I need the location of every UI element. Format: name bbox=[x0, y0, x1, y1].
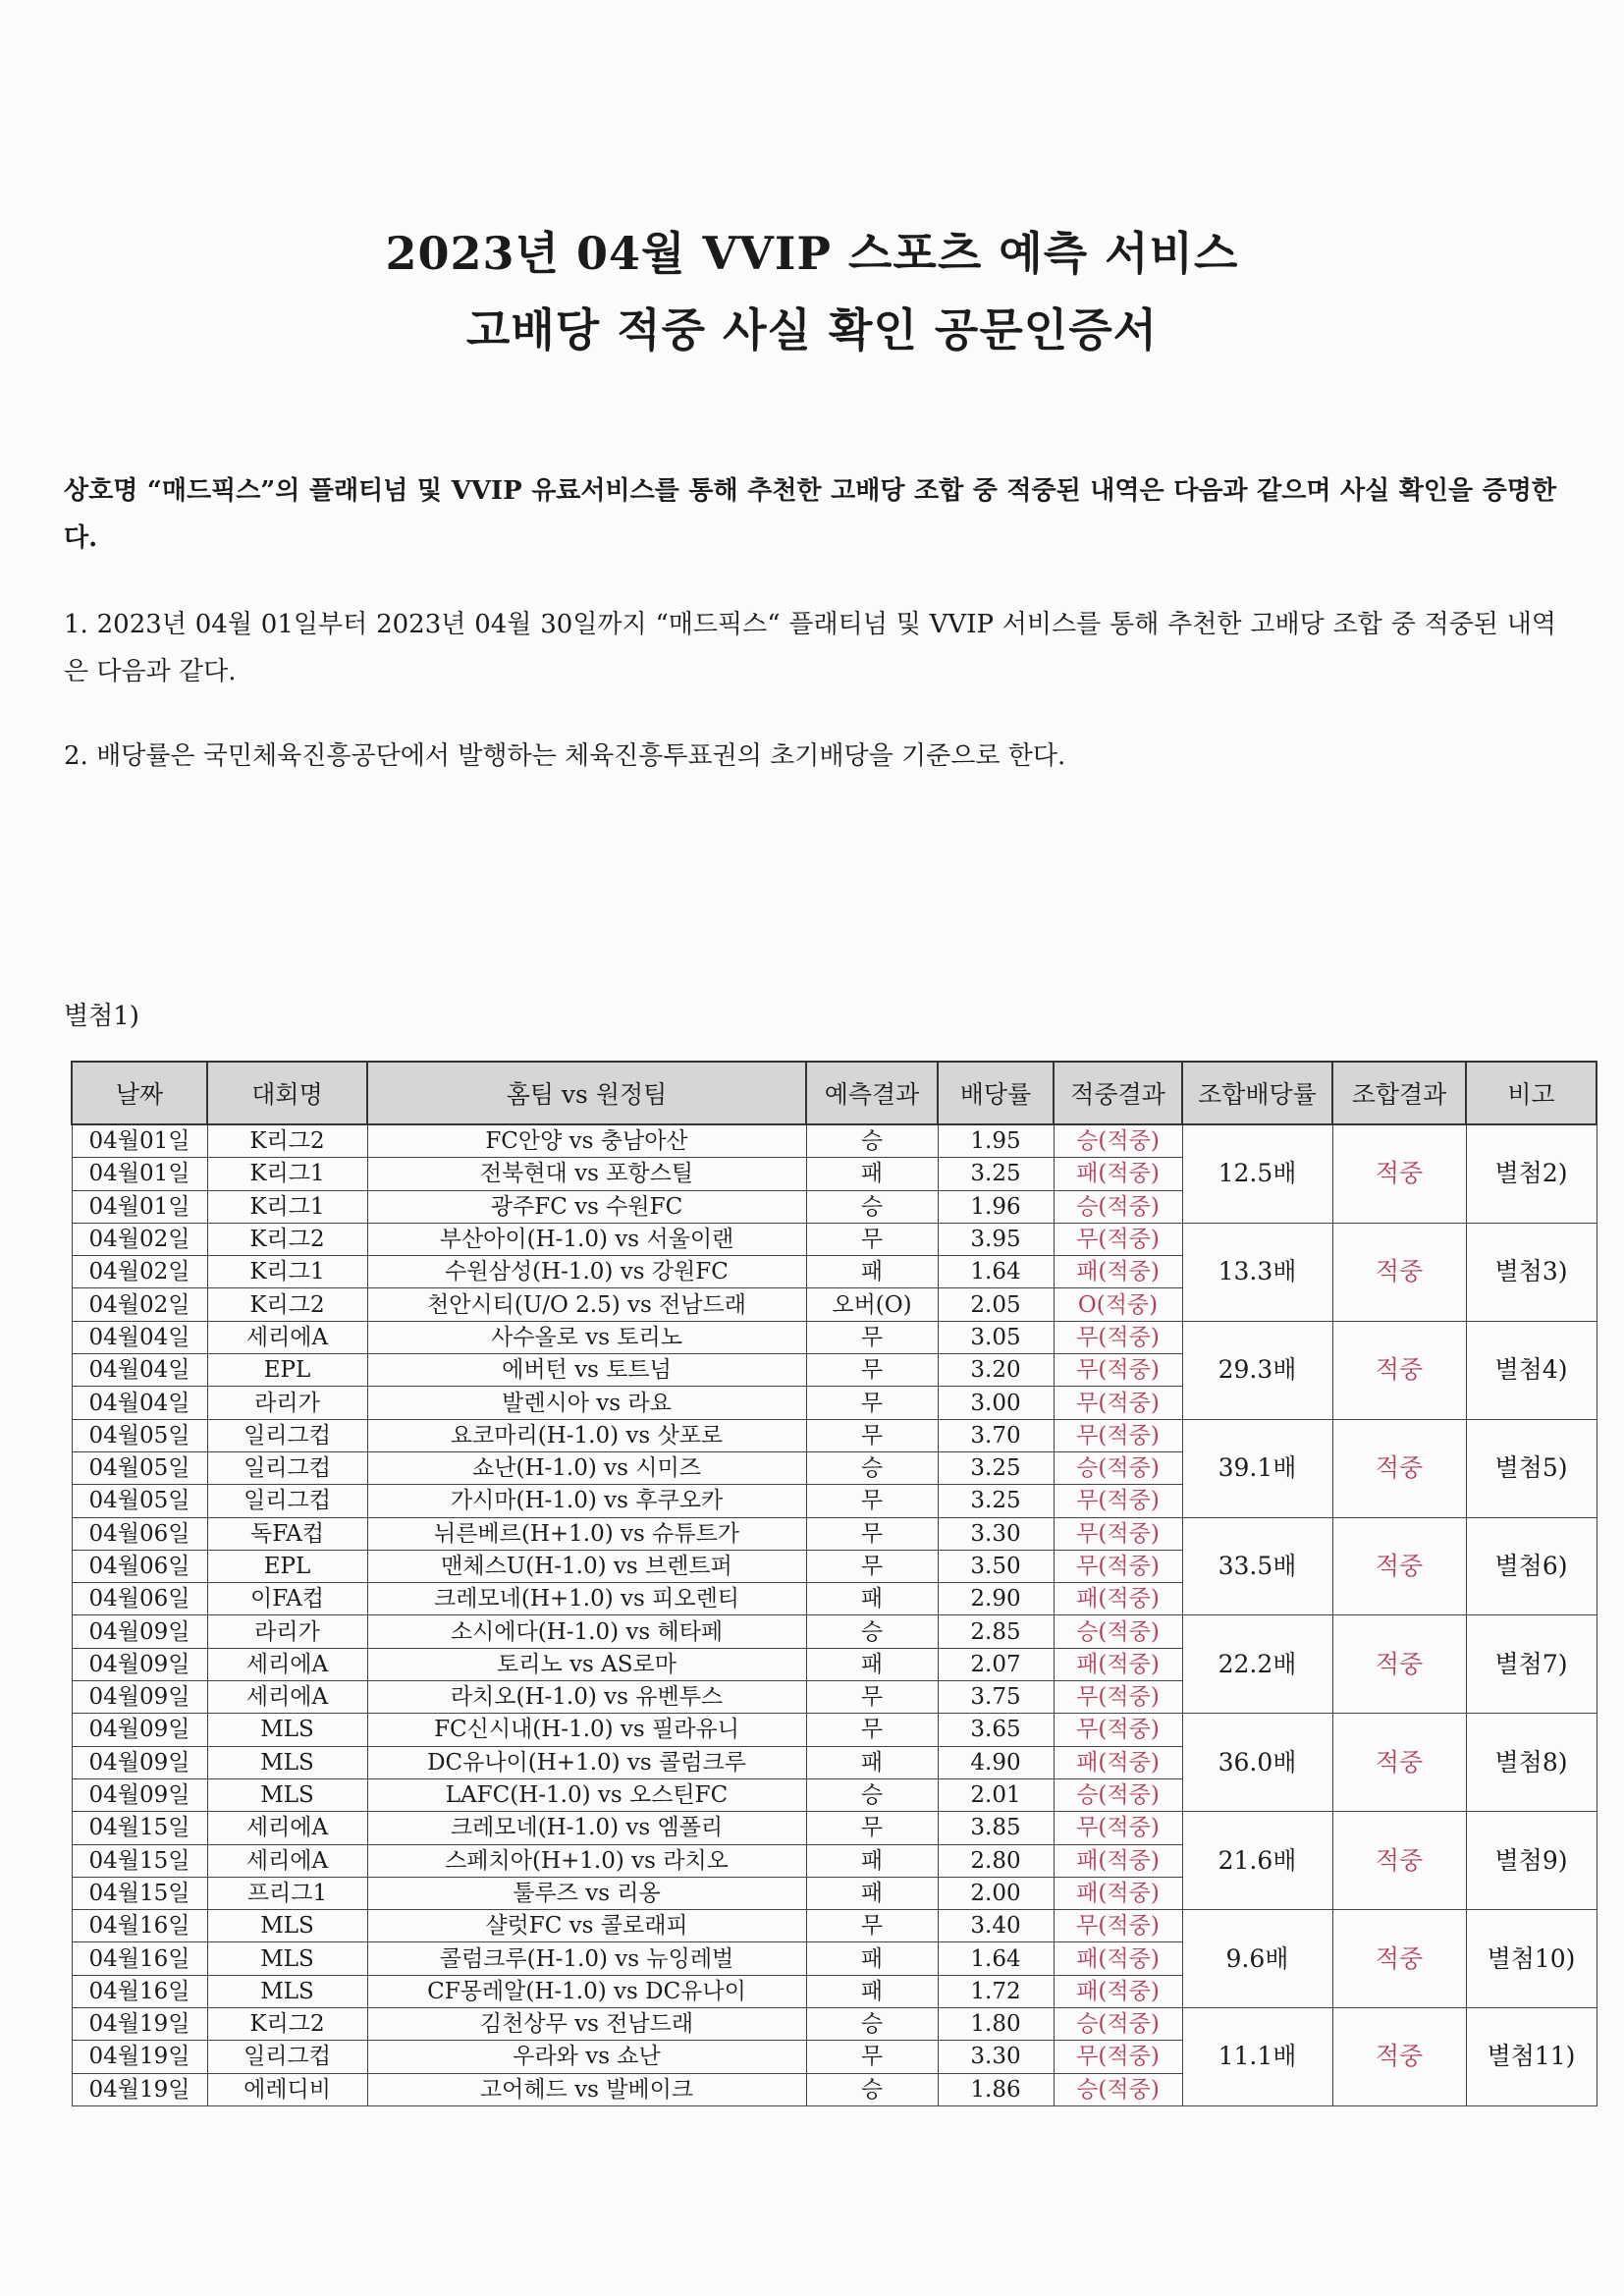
result-cell: 승(적중) bbox=[1054, 1615, 1182, 1648]
date-cell: 04월01일 bbox=[72, 1158, 207, 1190]
odds-cell: 3.75 bbox=[938, 1681, 1054, 1714]
odds-cell: 3.95 bbox=[938, 1223, 1054, 1255]
result-cell: 무(적중) bbox=[1054, 1550, 1182, 1582]
document-title-line1: 2023년 04월 VVIP 스포츠 예측 서비스 bbox=[385, 227, 1239, 280]
match-cell: CF몽레알(H-1.0) vs DC유나이 bbox=[367, 1975, 806, 2007]
prediction-cell: 패 bbox=[806, 1844, 938, 1877]
combo-result-cell: 적중 bbox=[1332, 1714, 1466, 1812]
league-cell: MLS bbox=[207, 1746, 367, 1778]
odds-cell: 3.70 bbox=[938, 1419, 1054, 1451]
item-1-paragraph: 1. 2023년 04월 01일부터 2023년 04월 30일까지 “매드픽스“ 플래티넘 및 VVIP 서비스를 통해 추천한 고배당 조합 중 적중된 내역은 다음과 같다. bbox=[64, 610, 1556, 686]
match-cell: 요코마리(H-1.0) vs 삿포로 bbox=[367, 1419, 806, 1451]
note-cell: 별첨5) bbox=[1466, 1419, 1597, 1517]
odds-cell: 2.01 bbox=[938, 1778, 1054, 1811]
league-cell: EPL bbox=[207, 1354, 367, 1387]
prediction-cell: 승 bbox=[806, 1778, 938, 1811]
header-hit-result: 적중결과 bbox=[1054, 1062, 1182, 1124]
odds-cell: 1.64 bbox=[938, 1942, 1054, 1975]
match-cell: 전북현대 vs 포항스틸 bbox=[367, 1158, 806, 1190]
combo-odds-cell: 36.0배 bbox=[1182, 1714, 1332, 1812]
prediction-cell: 무 bbox=[806, 1223, 938, 1255]
prediction-cell: 승 bbox=[806, 2008, 938, 2041]
header-match: 홈팀 vs 원정팀 bbox=[367, 1062, 806, 1124]
odds-cell: 3.30 bbox=[938, 2041, 1054, 2073]
match-cell: 에버턴 vs 토트넘 bbox=[367, 1354, 806, 1387]
note-cell: 별첨11) bbox=[1466, 2008, 1597, 2106]
league-cell: 세리에A bbox=[207, 1648, 367, 1680]
prediction-cell: 패 bbox=[806, 1975, 938, 2007]
note-cell: 별첨6) bbox=[1466, 1517, 1597, 1615]
note-cell: 별첨7) bbox=[1466, 1615, 1597, 1714]
date-cell: 04월05일 bbox=[72, 1451, 207, 1484]
odds-cell: 2.80 bbox=[938, 1844, 1054, 1877]
match-cell: 라치오(H-1.0) vs 유벤투스 bbox=[367, 1681, 806, 1714]
league-cell: 일리그컵 bbox=[207, 1485, 367, 1517]
prediction-cell: 패 bbox=[806, 1648, 938, 1680]
result-cell: 패(적중) bbox=[1054, 1158, 1182, 1190]
league-cell: K리그2 bbox=[207, 1124, 367, 1158]
result-cell: 무(적중) bbox=[1054, 1910, 1182, 1942]
date-cell: 04월01일 bbox=[72, 1190, 207, 1223]
result-cell: 무(적중) bbox=[1054, 1714, 1182, 1746]
date-cell: 04월06일 bbox=[72, 1550, 207, 1582]
league-cell: K리그2 bbox=[207, 1223, 367, 1255]
combo-result-cell: 적중 bbox=[1332, 1223, 1466, 1321]
combo-result-cell: 적중 bbox=[1332, 2008, 1466, 2106]
table-row bbox=[72, 1615, 1597, 1648]
combo-result-cell: 적중 bbox=[1332, 1321, 1466, 1419]
date-cell: 04월16일 bbox=[72, 1910, 207, 1942]
league-cell: 세리에A bbox=[207, 1681, 367, 1714]
date-cell: 04월02일 bbox=[72, 1256, 207, 1288]
match-cell: 가시마(H-1.0) vs 후쿠오카 bbox=[367, 1485, 806, 1517]
item-2-paragraph: 2. 배당률은 국민체육진흥공단에서 발행하는 체육진흥투표권의 초기배당을 기준으로 한다. bbox=[64, 741, 1066, 771]
league-cell: 세리에A bbox=[207, 1844, 367, 1877]
result-cell: 승(적중) bbox=[1054, 2073, 1182, 2105]
result-cell: 무(적중) bbox=[1054, 1223, 1182, 1255]
prediction-cell: 패 bbox=[806, 1583, 938, 1615]
league-cell: 세리에A bbox=[207, 1321, 367, 1353]
match-cell: 맨체스U(H-1.0) vs 브렌트퍼 bbox=[367, 1550, 806, 1582]
prediction-cell: 무 bbox=[806, 1714, 938, 1746]
result-cell: 패(적중) bbox=[1054, 1746, 1182, 1778]
date-cell: 04월19일 bbox=[72, 2041, 207, 2073]
prediction-cell: 무 bbox=[806, 2041, 938, 2073]
prediction-cell: 무 bbox=[806, 1419, 938, 1451]
prediction-cell: 무 bbox=[806, 1387, 938, 1419]
match-cell: LAFC(H-1.0) vs 오스틴FC bbox=[367, 1778, 806, 1811]
odds-cell: 3.05 bbox=[938, 1321, 1054, 1353]
match-cell: 소시에다(H-1.0) vs 헤타페 bbox=[367, 1615, 806, 1648]
date-cell: 04월04일 bbox=[72, 1354, 207, 1387]
combo-odds-cell: 13.3배 bbox=[1182, 1223, 1332, 1321]
match-cell: 김천상무 vs 전남드래 bbox=[367, 2008, 806, 2041]
document-title-line2: 고배당 적중 사실 확인 공문인증서 bbox=[465, 303, 1159, 356]
match-cell: 발렌시아 vs 라요 bbox=[367, 1387, 806, 1419]
result-cell: 패(적중) bbox=[1054, 1975, 1182, 2007]
match-cell: 샬럿FC vs 콜로래피 bbox=[367, 1910, 806, 1942]
odds-cell: 3.65 bbox=[938, 1714, 1054, 1746]
odds-cell: 2.00 bbox=[938, 1877, 1054, 1909]
intro-paragraph: 상호명 “매드픽스”의 플래티넘 및 VVIP 유료서비스를 통해 추천한 고배당 조합 중 적중된 내역은 다음과 같으며 사실 확인을 증명한다. bbox=[64, 476, 1556, 553]
date-cell: 04월06일 bbox=[72, 1583, 207, 1615]
combo-result-cell: 적중 bbox=[1332, 1910, 1466, 2008]
odds-cell: 2.07 bbox=[938, 1648, 1054, 1680]
prediction-cell: 무 bbox=[806, 1910, 938, 1942]
date-cell: 04월09일 bbox=[72, 1681, 207, 1714]
match-cell: 크레모네(H+1.0) vs 피오렌티 bbox=[367, 1583, 806, 1615]
combo-odds-cell: 29.3배 bbox=[1182, 1321, 1332, 1419]
prediction-cell: 무 bbox=[806, 1321, 938, 1353]
result-cell: 승(적중) bbox=[1054, 1451, 1182, 1484]
match-cell: 툴루즈 vs 리옹 bbox=[367, 1877, 806, 1909]
prediction-cell: 패 bbox=[806, 1942, 938, 1975]
league-cell: 라리가 bbox=[207, 1387, 367, 1419]
combo-odds-cell: 21.6배 bbox=[1182, 1812, 1332, 1910]
date-cell: 04월04일 bbox=[72, 1387, 207, 1419]
result-cell: 패(적중) bbox=[1054, 1583, 1182, 1615]
league-cell: EPL bbox=[207, 1550, 367, 1582]
prediction-cell: 패 bbox=[806, 1877, 938, 1909]
result-cell: 승(적중) bbox=[1054, 1190, 1182, 1223]
combo-result-cell: 적중 bbox=[1332, 1812, 1466, 1910]
prediction-cell: 승 bbox=[806, 1615, 938, 1648]
table-row bbox=[72, 1223, 1597, 1255]
match-cell: 광주FC vs 수원FC bbox=[367, 1190, 806, 1223]
table-header-row bbox=[72, 1062, 1597, 1124]
combo-odds-cell: 39.1배 bbox=[1182, 1419, 1332, 1517]
date-cell: 04월09일 bbox=[72, 1648, 207, 1680]
prediction-cell: 무 bbox=[806, 1681, 938, 1714]
result-cell: 무(적중) bbox=[1054, 1681, 1182, 1714]
prediction-cell: 무 bbox=[806, 1812, 938, 1844]
match-cell: 부산아이(H-1.0) vs 서울이랜 bbox=[367, 1223, 806, 1255]
date-cell: 04월01일 bbox=[72, 1124, 207, 1158]
combo-result-cell: 적중 bbox=[1332, 1615, 1466, 1714]
match-cell: 스페치아(H+1.0) vs 라치오 bbox=[367, 1844, 806, 1877]
league-cell: K리그1 bbox=[207, 1190, 367, 1223]
note-cell: 별첨4) bbox=[1466, 1321, 1597, 1419]
league-cell: 세리에A bbox=[207, 1812, 367, 1844]
result-cell: 무(적중) bbox=[1054, 1419, 1182, 1451]
combo-odds-cell: 12.5배 bbox=[1182, 1124, 1332, 1223]
table-row bbox=[72, 2008, 1597, 2041]
table-row bbox=[72, 1714, 1597, 1746]
league-cell: MLS bbox=[207, 1942, 367, 1975]
odds-cell: 1.80 bbox=[938, 2008, 1054, 2041]
header-note: 비고 bbox=[1466, 1062, 1597, 1124]
result-cell: O(적중) bbox=[1054, 1288, 1182, 1321]
prediction-cell: 패 bbox=[806, 1256, 938, 1288]
league-cell: 일리그컵 bbox=[207, 1419, 367, 1451]
odds-cell: 4.90 bbox=[938, 1746, 1054, 1778]
match-cell: FC안양 vs 충남아산 bbox=[367, 1124, 806, 1158]
result-cell: 승(적중) bbox=[1054, 2008, 1182, 2041]
date-cell: 04월19일 bbox=[72, 2073, 207, 2105]
header-combo-odds: 조합배당률 bbox=[1182, 1062, 1332, 1124]
prediction-cell: 무 bbox=[806, 1485, 938, 1517]
match-cell: 천안시티(U/O 2.5) vs 전남드래 bbox=[367, 1288, 806, 1321]
table-row bbox=[72, 1124, 1597, 1158]
note-cell: 별첨8) bbox=[1466, 1714, 1597, 1812]
odds-cell: 3.25 bbox=[938, 1158, 1054, 1190]
odds-cell: 2.90 bbox=[938, 1583, 1054, 1615]
combo-odds-cell: 11.1배 bbox=[1182, 2008, 1332, 2106]
odds-cell: 3.40 bbox=[938, 1910, 1054, 1942]
combo-result-cell: 적중 bbox=[1332, 1517, 1466, 1615]
odds-cell: 3.20 bbox=[938, 1354, 1054, 1387]
odds-cell: 1.96 bbox=[938, 1190, 1054, 1223]
league-cell: 일리그컵 bbox=[207, 1451, 367, 1484]
odds-cell: 3.50 bbox=[938, 1550, 1054, 1582]
result-cell: 패(적중) bbox=[1054, 1877, 1182, 1909]
header-odds: 배당률 bbox=[938, 1062, 1054, 1124]
date-cell: 04월05일 bbox=[72, 1419, 207, 1451]
league-cell: 프리그1 bbox=[207, 1877, 367, 1909]
result-cell: 승(적중) bbox=[1054, 1778, 1182, 1811]
date-cell: 04월04일 bbox=[72, 1321, 207, 1353]
header-date: 날짜 bbox=[72, 1062, 207, 1124]
result-cell: 패(적중) bbox=[1054, 1844, 1182, 1877]
prediction-cell: 승 bbox=[806, 1190, 938, 1223]
date-cell: 04월15일 bbox=[72, 1844, 207, 1877]
combo-odds-cell: 9.6배 bbox=[1182, 1910, 1332, 2008]
league-cell: 일리그컵 bbox=[207, 2041, 367, 2073]
note-cell: 별첨3) bbox=[1466, 1223, 1597, 1321]
odds-cell: 1.72 bbox=[938, 1975, 1054, 2007]
match-cell: FC신시내(H-1.0) vs 필라유니 bbox=[367, 1714, 806, 1746]
odds-cell: 1.64 bbox=[938, 1256, 1054, 1288]
result-cell: 패(적중) bbox=[1054, 1942, 1182, 1975]
league-cell: 에레디비 bbox=[207, 2073, 367, 2105]
result-cell: 무(적중) bbox=[1054, 1517, 1182, 1550]
combo-odds-cell: 33.5배 bbox=[1182, 1517, 1332, 1615]
odds-cell: 2.85 bbox=[938, 1615, 1054, 1648]
odds-cell: 3.30 bbox=[938, 1517, 1054, 1550]
result-cell: 무(적중) bbox=[1054, 1812, 1182, 1844]
league-cell: K리그1 bbox=[207, 1256, 367, 1288]
table-row bbox=[72, 1321, 1597, 1353]
date-cell: 04월02일 bbox=[72, 1223, 207, 1255]
prediction-cell: 승 bbox=[806, 1451, 938, 1484]
match-cell: 토리노 vs AS로마 bbox=[367, 1648, 806, 1680]
table-row bbox=[72, 1517, 1597, 1550]
league-cell: 독FA컵 bbox=[207, 1517, 367, 1550]
match-cell: 쇼난(H-1.0) vs 시미즈 bbox=[367, 1451, 806, 1484]
league-cell: MLS bbox=[207, 1910, 367, 1942]
result-cell: 패(적중) bbox=[1054, 1648, 1182, 1680]
prediction-cell: 승 bbox=[806, 2073, 938, 2105]
prediction-cell: 무 bbox=[806, 1517, 938, 1550]
result-cell: 승(적중) bbox=[1054, 1124, 1182, 1158]
combo-odds-cell: 22.2배 bbox=[1182, 1615, 1332, 1714]
odds-cell: 1.86 bbox=[938, 2073, 1054, 2105]
header-league: 대회명 bbox=[207, 1062, 367, 1124]
odds-cell: 2.05 bbox=[938, 1288, 1054, 1321]
odds-cell: 3.00 bbox=[938, 1387, 1054, 1419]
match-cell: 고어헤드 vs 발베이크 bbox=[367, 2073, 806, 2105]
date-cell: 04월15일 bbox=[72, 1877, 207, 1909]
result-cell: 패(적중) bbox=[1054, 1256, 1182, 1288]
league-cell: K리그1 bbox=[207, 1158, 367, 1190]
combo-result-cell: 적중 bbox=[1332, 1419, 1466, 1517]
annex-label: 별첨1) bbox=[64, 1002, 139, 1031]
date-cell: 04월16일 bbox=[72, 1942, 207, 1975]
date-cell: 04월02일 bbox=[72, 1288, 207, 1321]
match-cell: 콜럼크루(H-1.0) vs 뉴잉레벌 bbox=[367, 1942, 806, 1975]
combo-result-cell: 적중 bbox=[1332, 1124, 1466, 1223]
prediction-cell: 무 bbox=[806, 1354, 938, 1387]
date-cell: 04월05일 bbox=[72, 1485, 207, 1517]
league-cell: MLS bbox=[207, 1714, 367, 1746]
date-cell: 04월16일 bbox=[72, 1975, 207, 2007]
league-cell: K리그2 bbox=[207, 2008, 367, 2041]
results-table bbox=[71, 1061, 1597, 2106]
date-cell: 04월09일 bbox=[72, 1714, 207, 1746]
date-cell: 04월09일 bbox=[72, 1615, 207, 1648]
match-cell: 우라와 vs 쇼난 bbox=[367, 2041, 806, 2073]
match-cell: 크레모네(H-1.0) vs 엠폴리 bbox=[367, 1812, 806, 1844]
table-row bbox=[72, 1812, 1597, 1844]
result-cell: 무(적중) bbox=[1054, 2041, 1182, 2073]
prediction-cell: 오버(O) bbox=[806, 1288, 938, 1321]
league-cell: MLS bbox=[207, 1778, 367, 1811]
odds-cell: 3.85 bbox=[938, 1812, 1054, 1844]
result-cell: 무(적중) bbox=[1054, 1354, 1182, 1387]
note-cell: 별첨2) bbox=[1466, 1124, 1597, 1223]
date-cell: 04월15일 bbox=[72, 1812, 207, 1844]
match-cell: 사수올로 vs 토리노 bbox=[367, 1321, 806, 1353]
date-cell: 04월19일 bbox=[72, 2008, 207, 2041]
date-cell: 04월06일 bbox=[72, 1517, 207, 1550]
prediction-cell: 패 bbox=[806, 1158, 938, 1190]
header-combo-result: 조합결과 bbox=[1332, 1062, 1466, 1124]
table-row bbox=[72, 1419, 1597, 1451]
result-cell: 무(적중) bbox=[1054, 1387, 1182, 1419]
prediction-cell: 승 bbox=[806, 1124, 938, 1158]
odds-cell: 3.25 bbox=[938, 1451, 1054, 1484]
odds-cell: 3.25 bbox=[938, 1485, 1054, 1517]
prediction-cell: 패 bbox=[806, 1746, 938, 1778]
note-cell: 별첨9) bbox=[1466, 1812, 1597, 1910]
match-cell: 수원삼성(H-1.0) vs 강원FC bbox=[367, 1256, 806, 1288]
result-cell: 무(적중) bbox=[1054, 1321, 1182, 1353]
prediction-cell: 무 bbox=[806, 1550, 938, 1582]
match-cell: 뉘른베르(H+1.0) vs 슈튜트가 bbox=[367, 1517, 806, 1550]
league-cell: 이FA컵 bbox=[207, 1583, 367, 1615]
date-cell: 04월09일 bbox=[72, 1778, 207, 1811]
date-cell: 04월09일 bbox=[72, 1746, 207, 1778]
league-cell: K리그2 bbox=[207, 1288, 367, 1321]
header-prediction: 예측결과 bbox=[806, 1062, 938, 1124]
note-cell: 별첨10) bbox=[1466, 1910, 1597, 2008]
odds-cell: 1.95 bbox=[938, 1124, 1054, 1158]
league-cell: MLS bbox=[207, 1975, 367, 2007]
table-row bbox=[72, 1910, 1597, 1942]
result-cell: 무(적중) bbox=[1054, 1485, 1182, 1517]
league-cell: 라리가 bbox=[207, 1615, 367, 1648]
match-cell: DC유나이(H+1.0) vs 콜럼크루 bbox=[367, 1746, 806, 1778]
